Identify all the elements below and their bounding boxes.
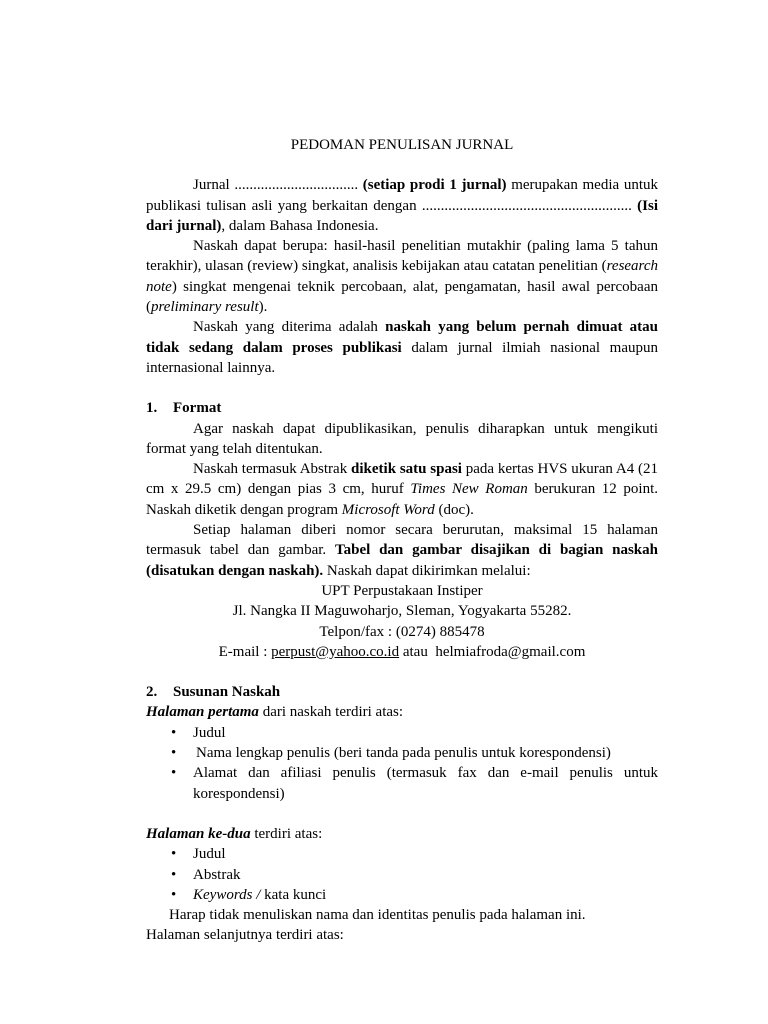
email-link-perpust[interactable]: perpust@yahoo.co.id [271, 643, 400, 660]
address-street: Jl. Nangka II Maguwoharjo, Sleman, Yogyakarta 55282. [232, 603, 572, 620]
section-1-number: 1. [146, 400, 158, 417]
first-page-intro: Halaman pertama dari naskah terdiri atas: [146, 704, 404, 721]
intro-paragraph-3: Naskah yang diterima adalah naskah yang belum pernah dimuat atau tidak sedang dalam proses publikasi dalam jurnal ilmiah nasional maupun internasional lainnya. [146, 319, 659, 376]
document-title: PEDOMAN PENULISAN JURNAL [290, 137, 514, 153]
list-item: • Abstrak [146, 865, 658, 885]
second-page-list [146, 844, 658, 905]
format-paragraph-1: Agar naskah dapat dipublikasikan, penulis diharapkan untuk mengikuti format yang telah ditentukan. [146, 420, 658, 457]
format-paragraph-2: Naskah termasuk Abstrak diketik satu spasi pada kertas HVS ukuran A4 (21 cm x 29.5 cm) dengan pias 3 cm, huruf Times New Roman berukuran 12 point. Naskah diketik dengan program Microsoft Word (doc). [146, 461, 659, 518]
section-2-number: 2. [146, 684, 158, 701]
intro-paragraph-1: Jurnal ................................. (setiap prodi 1 jurnal) merupakan media untuk publikasi tulisan asli yang berkaitan dengan ........................................................ (Isi dari jurnal), dalam Bahasa Indonesia. [146, 177, 658, 234]
list-item: • Judul [146, 844, 658, 864]
list-item: • Alamat dan afiliasi penulis (termasuk fax dan e-mail penulis untuk korespondensi) [146, 763, 658, 804]
identity-note: Harap tidak menuliskan nama dan identitas penulis pada halaman ini. [169, 907, 586, 924]
section-2-heading [146, 682, 658, 702]
address-email: E-mail : perpust@yahoo.co.id atau helmiafroda@gmail.com [218, 643, 586, 660]
list-item: • Judul [146, 723, 658, 743]
address-institution: UPT Perpustakaan Instiper [321, 582, 483, 599]
address-phone: Telpon/fax : (0274) 885478 [319, 623, 485, 640]
email-helmiafroda: helmiafroda@gmail.com [435, 643, 586, 660]
section-1-heading [146, 398, 658, 418]
second-page-intro: Halaman ke-dua terdiri atas: [146, 825, 323, 842]
intro-paragraph-2: Naskah dapat berupa: hasil-hasil penelitian mutakhir (paling lama 5 tahun terakhir), ulasan (review) singkat, analisis kebijakan atau catatan penelitian (research note) singkat mengenai teknik percobaan, alat, pengamatan, hasil awal percobaan (preliminary result). [146, 238, 658, 316]
format-paragraph-3: Setiap halaman diberi nomor secara berurutan, maksimal 15 halaman termasuk tabel dan gambar. Tabel dan gambar disajikan di bagian naskah (disatukan dengan naskah). Naskah dapat dikirimkan melalui: [146, 522, 658, 579]
document-body [146, 135, 658, 946]
section-2-title: Susunan Naskah [173, 684, 281, 701]
list-item: • Keywords / kata kunci [146, 885, 658, 905]
first-page-list [146, 723, 658, 804]
next-pages-intro: Halaman selanjutnya terdiri atas: [146, 927, 344, 944]
list-item: • Nama lengkap penulis (beri tanda pada penulis untuk korespondensi) [146, 743, 658, 763]
section-1-title: Format [173, 400, 222, 417]
